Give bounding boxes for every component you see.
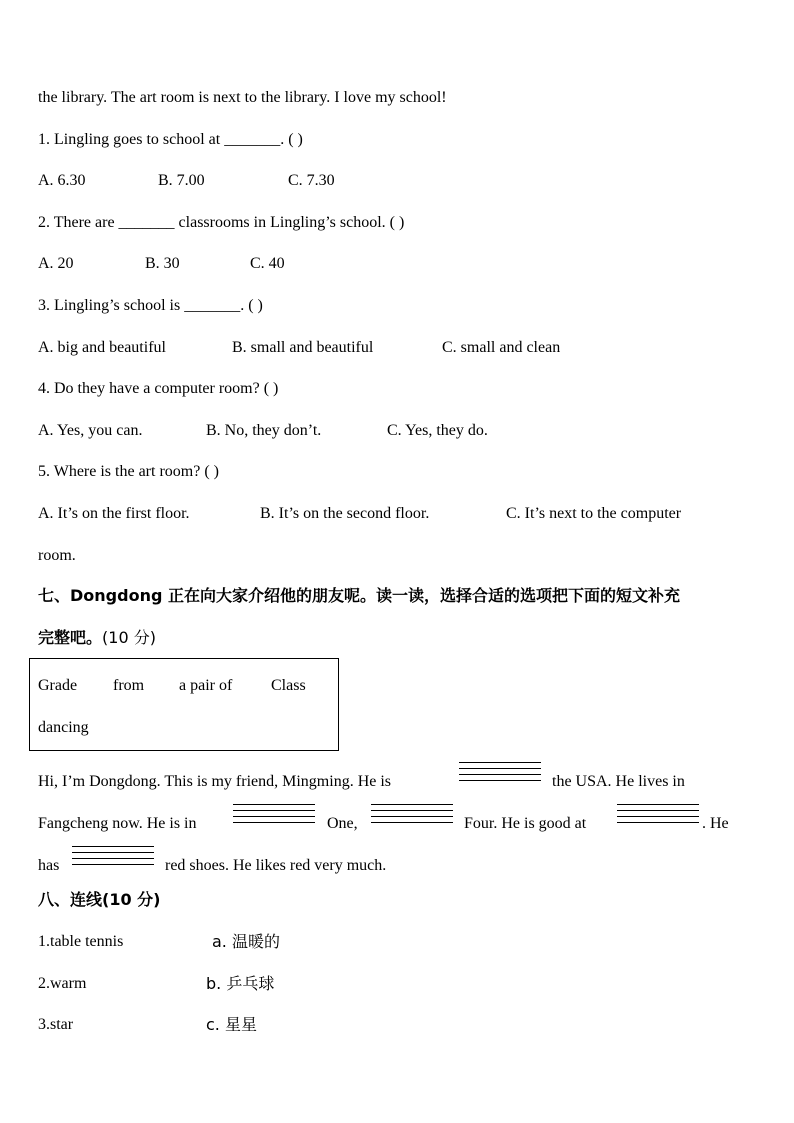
section7-score: (10 分) [102, 628, 156, 647]
match-right-b: b. 乒乓球 [206, 974, 275, 993]
section7-heading-line2 [38, 628, 156, 648]
q4-option-c: C. Yes, they do. [387, 422, 488, 439]
q2-option-b: B. 30 [145, 255, 180, 272]
blank-5[interactable] [72, 846, 154, 868]
q2-option-a: A. 20 [38, 255, 74, 272]
question-3: 3. Lingling’s school is _______. ( ) [38, 297, 263, 314]
q4-option-b: B. No, they don’t. [206, 422, 322, 439]
q3-option-a: A. big and beautiful [38, 339, 166, 356]
passage-line3-a: has [38, 857, 60, 874]
q5-option-a: A. It’s on the first floor. [38, 505, 190, 522]
blank-3[interactable] [371, 804, 453, 826]
word-grade: Grade [38, 677, 78, 694]
q3-option-b: B. small and beautiful [232, 339, 374, 356]
blank-2[interactable] [233, 804, 315, 826]
passage-line2-a: Fangcheng now. He is in [38, 815, 197, 832]
match-left-1: 1.table tennis [38, 933, 124, 950]
match-left-2: 2.warm [38, 975, 87, 992]
q1-option-a: A. 6.30 [38, 172, 86, 189]
q4-option-a: A. Yes, you can. [38, 422, 143, 439]
q5-option-b: B. It’s on the second floor. [260, 505, 430, 522]
word-class: Class [271, 677, 306, 694]
match-right-a: a. 温暖的 [212, 932, 280, 951]
q1-option-c: C. 7.30 [288, 172, 335, 189]
q5-option-c: C. It’s next to the computer [506, 505, 682, 522]
q1-option-b: B. 7.00 [158, 172, 205, 189]
question-4: 4. Do they have a computer room? ( ) [38, 380, 279, 397]
word-from: from [113, 677, 145, 694]
passage-line1-a: Hi, I’m Dongdong. This is my friend, Mingming. He is [38, 773, 392, 790]
blank-4[interactable] [617, 804, 699, 826]
match-left-3: 3.star [38, 1016, 74, 1033]
section8-heading [38, 890, 160, 910]
passage-line2-b: One, [327, 815, 358, 832]
passage-line2-c: Four. He is good at [464, 815, 587, 832]
intro-tail: the library. The art room is next to the library. I love my school! [38, 89, 447, 106]
passage-line1-b: the USA. He lives in [552, 773, 685, 790]
blank-1[interactable] [459, 762, 541, 784]
match-right-c: c. 星星 [206, 1015, 257, 1034]
word-dancing: dancing [38, 719, 89, 736]
section7-heading-line1: 七、Dongdong 正在向大家介绍他的朋友呢。读一读，选择合适的选项把下面的短文补充 [38, 586, 680, 605]
q2-option-c: C. 40 [250, 255, 285, 272]
question-2: 2. There are _______ classrooms in Lingling’s school. ( ) [38, 214, 405, 231]
section8-heading-text: 八、连线 [38, 890, 103, 909]
q5-option-c-wrap: room. [38, 547, 76, 564]
word-a-pair-of: a pair of [179, 677, 233, 694]
passage-line3-b: red shoes. He likes red very much. [165, 857, 387, 874]
section8-score: (10 分) [102, 890, 161, 909]
question-1: 1. Lingling goes to school at _______. ( ) [38, 131, 303, 148]
question-5: 5. Where is the art room? ( ) [38, 463, 219, 480]
passage-line2-d: . He [702, 815, 729, 832]
q3-option-c: C. small and clean [442, 339, 561, 356]
section7-heading-line2-text: 完整吧。 [38, 628, 103, 647]
